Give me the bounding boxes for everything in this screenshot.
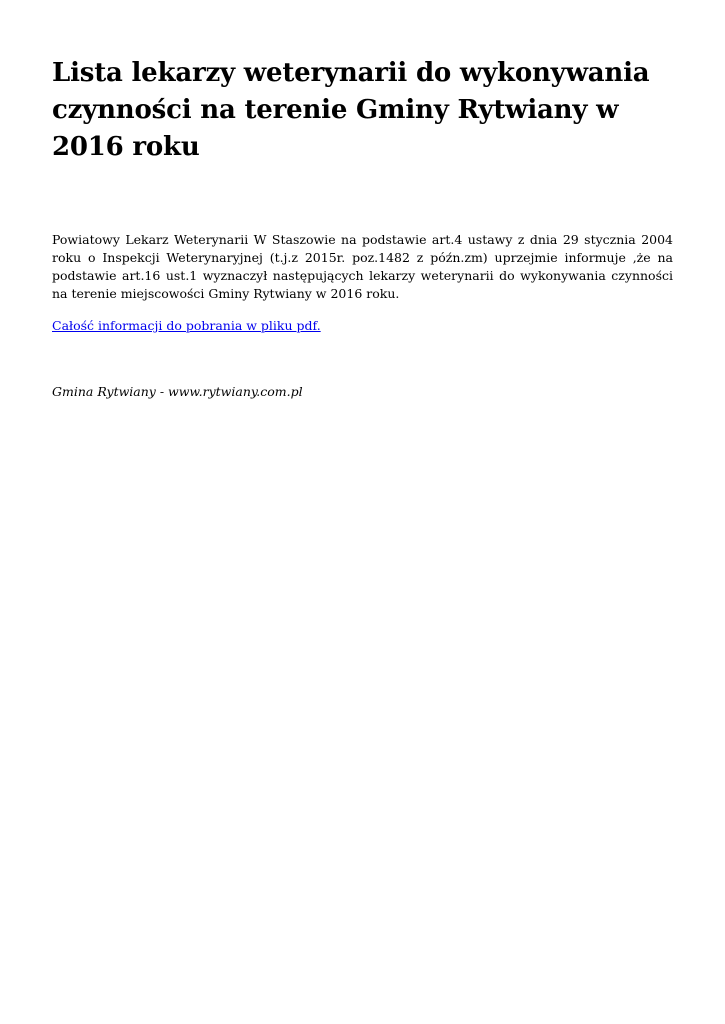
footer-source: Gmina Rytwiany - www.rytwiany.com.pl [52, 384, 303, 399]
pdf-link-paragraph [52, 317, 321, 335]
article-body: Powiatowy Lekarz Weterynarii W Staszowie na podstawie art.4 ustawy z dnia 29 stycznia 2004 roku o Inspekcji Weterynaryjnej (t.j.z 2015r. poz.1482 z późn.zm) uprzejmie informuje ,że na podstawie art.16 ust.1 wyznaczył następujących lekarzy weterynarii do wykonywania czynności na terenie miejscowości Gminy Rytwiany w 2016 roku. [52, 232, 673, 301]
pdf-download-link[interactable]: Całość informacji do pobrania w pliku pdf. [52, 318, 321, 333]
page-title: Lista lekarzy weterynarii do wykonywania czynności na terenie Gminy Rytwiany w 2016 roku [52, 58, 650, 162]
